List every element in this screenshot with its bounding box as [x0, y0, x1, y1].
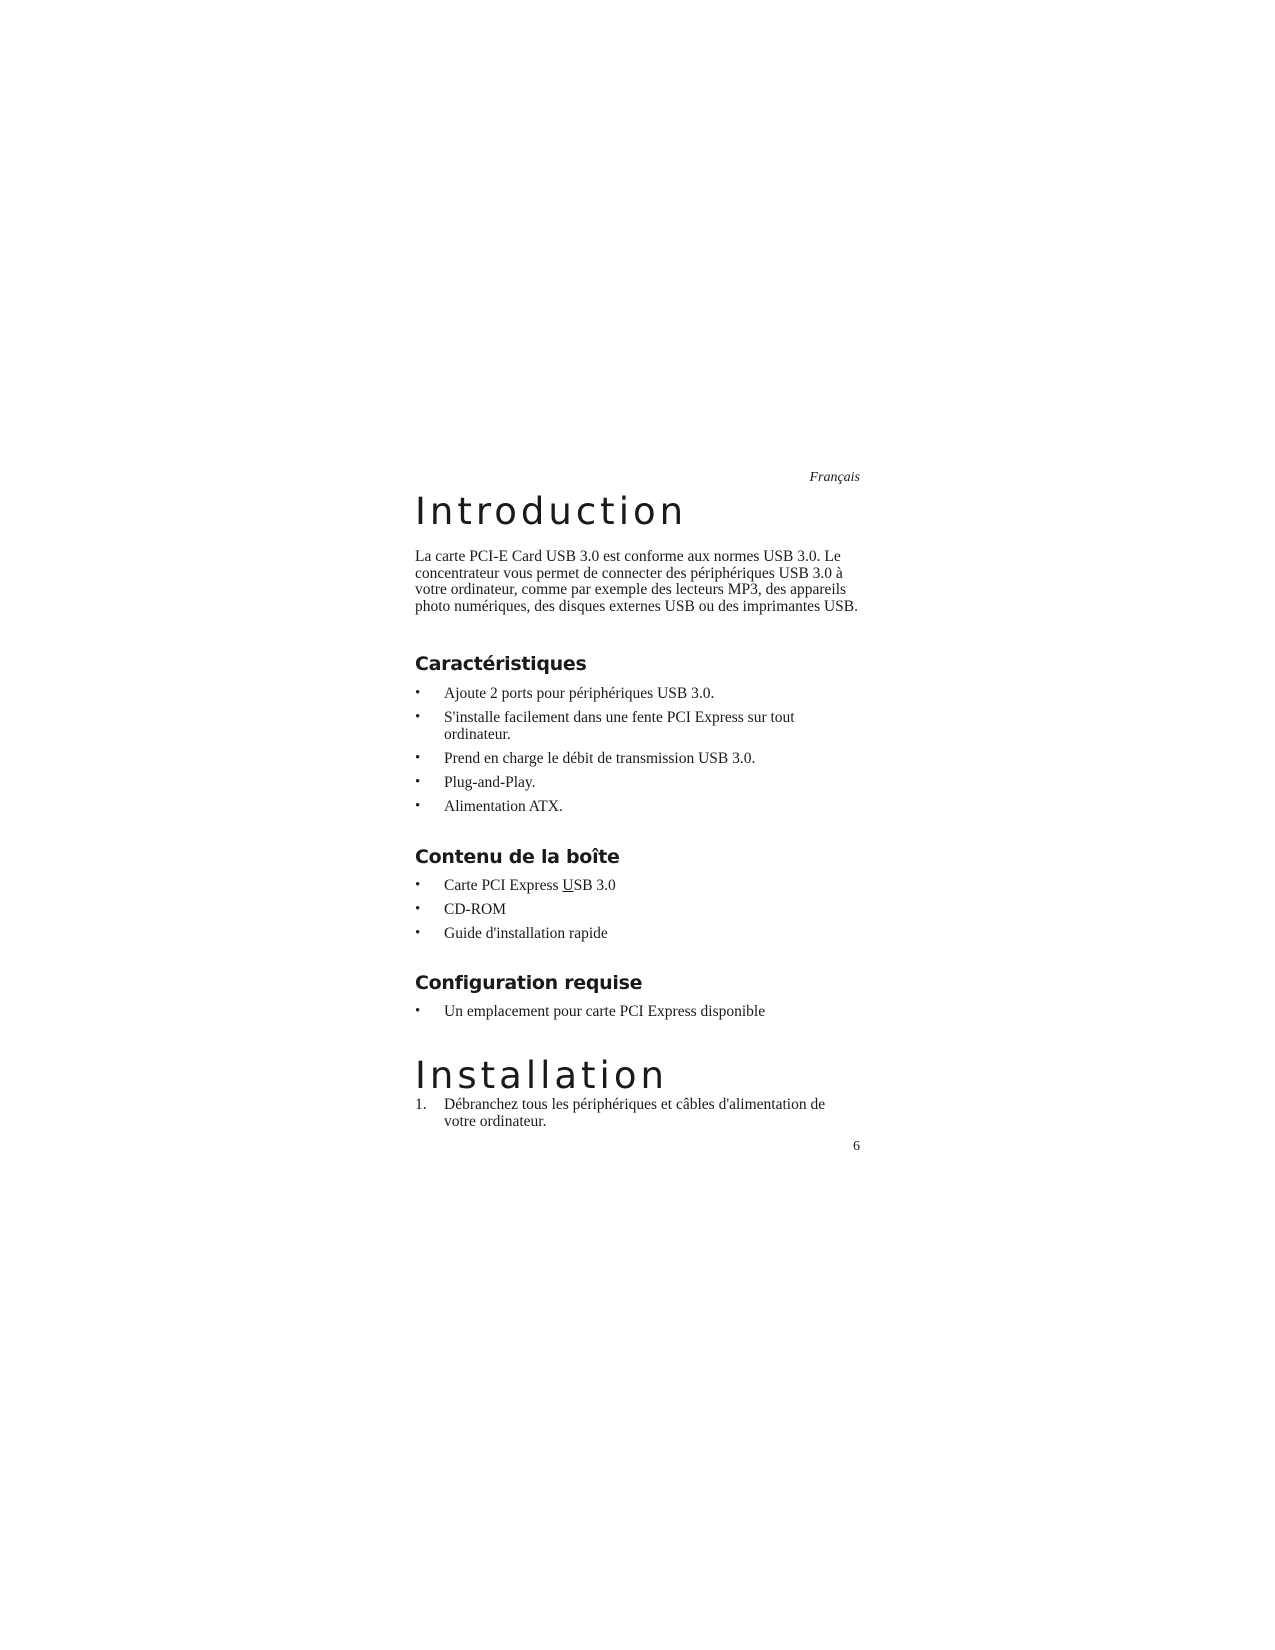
- step-number: 1.: [415, 1096, 427, 1113]
- list-item-text: Alimentation ATX.: [444, 797, 563, 815]
- bullet-icon: •: [415, 877, 421, 893]
- bullet-icon: •: [415, 773, 421, 790]
- requirements-heading: Configuration requise: [415, 972, 643, 994]
- step-text: Débranchez tous les périphériques et câbles d'alimentation de votre ordinateur.: [444, 1096, 826, 1130]
- bullet-icon: •: [415, 1003, 421, 1019]
- bullet-icon: •: [415, 901, 421, 917]
- bullet-icon: •: [415, 685, 421, 701]
- bullet-icon: •: [415, 797, 421, 814]
- list-item-text: Plug-and-Play.: [444, 773, 536, 791]
- list-item: [415, 775, 860, 792]
- text-segment: Carte PCI Express: [444, 877, 563, 894]
- list-item: [415, 710, 860, 743]
- introduction-heading: Introduction: [415, 490, 688, 533]
- list-item: [415, 686, 860, 703]
- bullet-icon: •: [415, 709, 421, 725]
- list-item-text: S'installe facilement dans une fente PCI Express sur tout ordinateur.: [444, 709, 795, 743]
- list-item-text: Guide d'installation rapide: [444, 925, 608, 942]
- list-item-text: Prend en charge le débit de transmission USB 3.0.: [444, 749, 756, 767]
- installation-heading: Installation: [415, 1054, 668, 1097]
- list-item-text: [444, 877, 616, 894]
- bullet-icon: •: [415, 749, 421, 766]
- list-item-text: Ajoute 2 ports pour périphériques USB 3.0.: [444, 685, 715, 702]
- introduction-paragraph: La carte PCI-E Card USB 3.0 est conforme aux normes USB 3.0. Le concentrateur vous permet de connecter des périphériques USB 3.0 à votre ordinateur, comme par exemple des lecteurs MP3, des appareils photo numériques, des disques externes USB ou des imprimantes USB.: [415, 548, 858, 615]
- bullet-icon: •: [415, 925, 421, 941]
- list-item: [415, 926, 860, 943]
- list-item: [415, 799, 860, 816]
- list-item: [415, 751, 860, 768]
- list-item-text: CD-ROM: [444, 901, 507, 918]
- features-heading: Caractéristiques: [415, 653, 587, 675]
- underlined-letter: U: [562, 877, 574, 894]
- list-item: [415, 878, 860, 895]
- list-item: [415, 1004, 860, 1021]
- list-item-text: Un emplacement pour carte PCI Express disponible: [444, 1003, 766, 1020]
- step-item: [415, 1097, 860, 1130]
- running-head: Français: [809, 470, 860, 485]
- features-list: [415, 686, 860, 823]
- box-contents-list: [415, 878, 860, 950]
- box-contents-heading: Contenu de la boîte: [415, 846, 620, 868]
- text-segment: SB 3.0: [573, 877, 616, 894]
- installation-steps: [415, 1097, 860, 1130]
- requirements-list: [415, 1004, 860, 1028]
- page-number: 6: [853, 1139, 860, 1154]
- list-item: [415, 902, 860, 919]
